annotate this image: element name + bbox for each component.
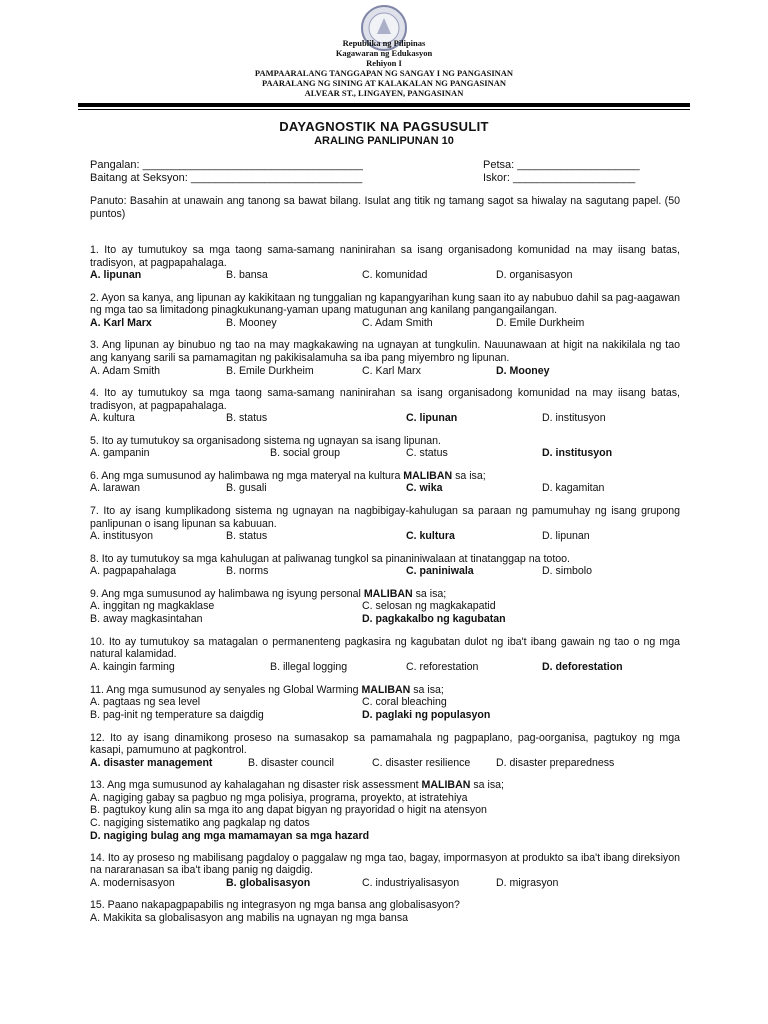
- question-6: [90, 470, 680, 496]
- choice-c: C. reforestation: [406, 661, 479, 673]
- choice-c: C. disaster resilience: [372, 756, 471, 769]
- choice-a: A. Adam Smith: [90, 364, 161, 377]
- student-info: [90, 159, 680, 185]
- question-8: [90, 553, 680, 579]
- choice-d: D. migrasyon: [496, 876, 559, 889]
- question-10: [90, 636, 680, 674]
- question-3: [90, 339, 680, 377]
- header-region: Rehiyon I: [366, 58, 402, 68]
- exam-title: DAYAGNOSTIK NA PAGSUSULIT: [279, 119, 489, 134]
- choice-d: D. paglaki ng populasyon: [362, 709, 491, 722]
- choice-c: C. Adam Smith: [362, 316, 433, 329]
- choice-b: B. pagtukoy kung alin sa mga ito ang dapat bigyan ng prayoridad o higit na atensyon: [90, 804, 487, 817]
- header-division-office: PAMPAARALANG TANGGAPAN NG SANGAY I NG PANGASINAN: [254, 68, 514, 78]
- choice-a: A. pagpapahalaga: [90, 565, 177, 578]
- header-divider-thick: [78, 103, 690, 107]
- choice-d: D. deforestation: [542, 661, 623, 673]
- choice-a: A. larawan: [90, 482, 141, 495]
- choice-b: B. illegal logging: [270, 661, 348, 673]
- choice-d: D. disaster preparedness: [496, 756, 615, 769]
- choice-c: C. kultura: [406, 530, 455, 543]
- choice-a: A. modernisasyon: [90, 876, 175, 889]
- stem-text: 11. Ang mga sumusunod ay senyales ng Global Warming: [90, 683, 362, 696]
- score-field: Iskor: ____________________: [483, 172, 636, 184]
- stem-emphasis: MALIBAN: [361, 683, 411, 696]
- question-2: [90, 292, 680, 330]
- choice-d: D. lipunan: [542, 530, 590, 543]
- choice-a: A. kaingin farming: [90, 661, 175, 673]
- choice-b: B. social group: [270, 447, 341, 460]
- question-stem: 14. Ito ay proseso ng mabilisang pagdaloy o paggalaw ng mga tao, bagay, impormasyon at produkto sa iba't ibang direksiyon na nararanasan sa iba't ibang panig ng daigdig.: [90, 851, 680, 877]
- choice-c: C. paniniwala: [406, 565, 474, 578]
- header-school-name: PAARALANG NG SINING AT KALAKALAN NG PANGASINAN: [261, 78, 506, 88]
- stem-emphasis: MALIBAN: [403, 469, 453, 482]
- choice-c: C. nagiging sistematiko ang pagkalap ng datos: [90, 817, 310, 830]
- section-field: Baitang at Seksyon: ____________________________: [90, 172, 363, 184]
- stem-text-end: sa isa;: [470, 779, 504, 792]
- stem-text: 6. Ang mga sumusunod ay halimbawa ng mga materyal na kultura: [90, 469, 404, 482]
- choice-d: D. nagiging bulag ang mga mamamayan sa mga hazard: [90, 829, 370, 842]
- choice-c: C. Karl Marx: [362, 364, 421, 377]
- question-11: [90, 684, 680, 723]
- question-stem: 5. Ito ay tumutukoy sa organisadong sistema ng ugnayan sa isang lipunan.: [90, 434, 441, 447]
- choice-c: C. selosan ng magkakapatid: [362, 600, 496, 613]
- choice-c: C. industriyalisasyon: [362, 876, 460, 889]
- choice-d: D. institusyon: [542, 412, 606, 425]
- choice-a: A. kultura: [90, 412, 135, 425]
- question-13: [90, 779, 680, 842]
- question-stem: [90, 470, 680, 483]
- stem-text: 9. Ang mga sumusunod ay halimbawa ng isyung personal: [90, 587, 364, 600]
- question-stem: 15. Paano nakapagpapabilis ng integrasyon ng mga bansa ang globalisasyon?: [90, 899, 460, 912]
- stem-text-end: sa isa;: [412, 587, 447, 600]
- choice-d: D. Mooney: [496, 364, 550, 377]
- choice-a: A. gampanin: [90, 447, 150, 460]
- stem-emphasis: MALIBAN: [421, 779, 471, 792]
- question-list: [90, 244, 680, 934]
- question-14: [90, 852, 680, 890]
- question-stem: 12. Ito ay isang dinamikong proseso na sumasakop sa pamamahala ng pagpaplano, pag-oorganisa, pagtukoy ng mga kasapi, pamumuno at pagkontrol.: [90, 731, 680, 757]
- date-field: Petsa: ____________________: [483, 159, 640, 171]
- school-header: [0, 38, 768, 98]
- choice-b: B. status: [226, 530, 268, 543]
- choice-d: D. pagkakalbo ng kagubatan: [362, 613, 506, 626]
- question-stem: 10. Ito ay tumutukoy sa matagalan o permanenteng pagkasira ng kagubatan dulot ng iba't ibang gawain ng tao o ng mga natural kalamidad.: [90, 635, 680, 661]
- choice-b: B. Emile Durkheim: [226, 364, 314, 377]
- question-1: [90, 244, 680, 282]
- choice-a: A. lipunan: [90, 269, 142, 282]
- question-stem: 2. Ayon sa kanya, ang lipunan ay kakikitaan ng tunggalian ng kapangyarihan kung saan ito ay nabubuo dahil sa pag-aagawan ng mga tao sa limitadong pinagkukunang-yaman upang matugunan ang kanilang pangangailangan.: [90, 291, 680, 317]
- question-stem: [90, 779, 680, 792]
- choice-b: B. disaster council: [248, 756, 334, 769]
- question-stem: 7. Ito ay isang kumplikadong sistema ng ugnayan na nagbibigay-kahulugan sa paraan ng pamumuhay ng isang grupong panlipunan o isang lipunan sa kabuuan.: [90, 504, 680, 530]
- choice-b: B. Mooney: [226, 316, 277, 329]
- choice-b: B. globalisasyon: [226, 876, 311, 889]
- choice-a: A. disaster management: [90, 756, 213, 769]
- choice-c: C. lipunan: [406, 412, 458, 425]
- header-department: Kagawaran ng Edukasyon: [335, 48, 433, 58]
- instructions: Panuto: Basahin at unawain ang tanong sa bawat bilang. Isulat ang titik ng tamang sagot sa hiwalay na sagutang papel. (50 puntos): [90, 195, 680, 220]
- question-stem: 1. Ito ay tumutukoy sa mga taong sama-samang naninirahan sa isang organisadong komunidad na may iisang batas, tradisyon, at pagpapahalaga.: [90, 244, 680, 269]
- choice-b: B. norms: [226, 565, 269, 578]
- choice-d: D. simbolo: [542, 565, 593, 578]
- question-5: [90, 435, 680, 461]
- choice-c: C. status: [406, 447, 448, 460]
- choice-b: B. away magkasintahan: [90, 613, 203, 626]
- choice-a: A. Makikita sa globalisasyon ang mabilis na ugnayan ng mga bansa: [90, 912, 409, 925]
- choice-c: C. coral bleaching: [362, 696, 447, 709]
- choice-c: C. wika: [406, 482, 443, 495]
- choice-a: A. inggitan ng magkaklase: [90, 600, 215, 613]
- choice-b: B. pag-init ng temperature sa daigdig: [90, 709, 264, 722]
- choice-a: A. nagiging gabay sa pagbuo ng mga polisiya, programa, proyekto, at istratehiya: [90, 791, 468, 804]
- stem-text-end: sa isa;: [452, 469, 486, 482]
- header-address: ALVEAR ST., LINGAYEN, PANGASINAN: [304, 88, 464, 98]
- question-15: [90, 899, 680, 924]
- question-7: [90, 505, 680, 543]
- question-stem: [90, 588, 680, 601]
- choice-d: D. institusyon: [542, 447, 613, 460]
- header-republic: Republika ng Pilipinas: [342, 38, 426, 48]
- question-stem: 4. Ito ay tumutukoy sa mga taong sama-samang naninirahan sa isang organisadong komunidad na may iisang batas, tradisyon, at pagpapahalaga.: [90, 387, 680, 412]
- choice-c: C. komunidad: [362, 269, 428, 282]
- stem-emphasis: MALIBAN: [363, 587, 413, 600]
- name-field: Pangalan: ____________________________________: [90, 159, 363, 171]
- exam-subject: ARALING PANLIPUNAN 10: [314, 135, 454, 147]
- stem-text-end: sa isa;: [410, 683, 444, 696]
- choice-b: B. gusali: [226, 482, 267, 495]
- choice-a: A. institusyon: [90, 530, 154, 543]
- choice-d: D. organisasyon: [496, 269, 573, 282]
- choice-d: D. Emile Durkheim: [496, 316, 585, 329]
- question-9: [90, 588, 680, 627]
- choice-d: D. kagamitan: [542, 482, 605, 495]
- question-stem: [90, 684, 680, 697]
- stem-text: 13. Ang mga sumusunod ay kahalagahan ng disaster risk assessment: [90, 779, 422, 792]
- choice-b: B. bansa: [226, 269, 268, 282]
- choice-a: A. Karl Marx: [90, 316, 152, 329]
- question-stem: 8. Ito ay tumutukoy sa mga kahulugan at paliwanag tungkol sa pinaniniwalaan at tinatanggap na totoo.: [90, 552, 570, 565]
- question-stem: 3. Ang lipunan ay binubuo ng tao na may magkakawing na ugnayan at tungkulin. Nauunawaan at higit na nakikilala ng tao ang kanyang sarili sa pamamagitan ng pakikisalamuha sa iba pang miyembro ng lipunan.: [90, 339, 680, 364]
- question-12: [90, 732, 680, 770]
- question-4: [90, 387, 680, 425]
- choice-a: A. pagtaas ng sea level: [90, 696, 201, 709]
- choice-b: B. status: [226, 412, 268, 425]
- header-divider-thin: [78, 109, 690, 110]
